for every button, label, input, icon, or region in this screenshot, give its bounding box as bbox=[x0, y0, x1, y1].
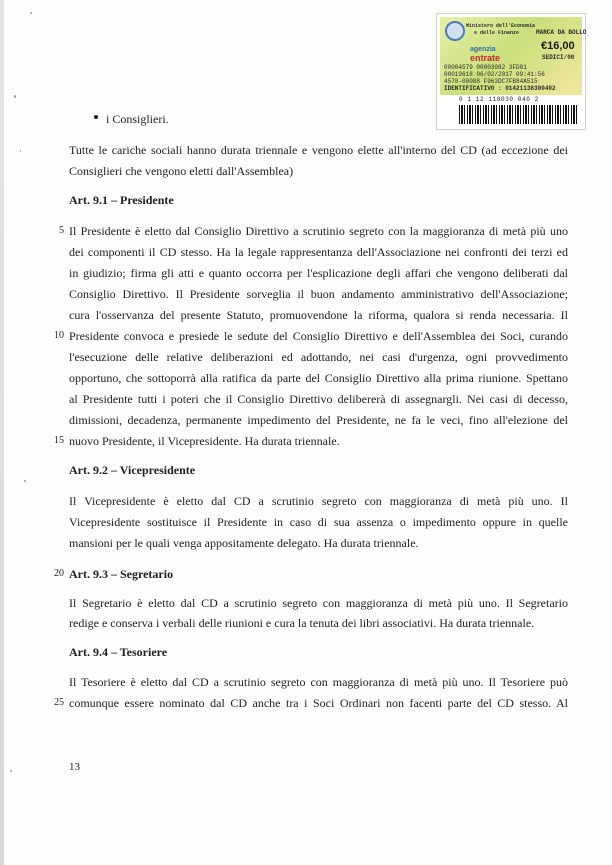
body-line: dei componenti il CD stesso. Ha la legale rappresentanza dell'Associazione nei confronti dei terzi ed bbox=[69, 245, 568, 259]
stamp-face bbox=[440, 17, 587, 95]
bullet-icon bbox=[92, 113, 100, 121]
stamp-logo-top: agenzia bbox=[470, 46, 496, 53]
section-heading-presidente: Art. 9.1 – Presidente bbox=[69, 193, 174, 207]
emblem-icon bbox=[445, 21, 465, 41]
body-line: Consiglieri che vengono eletti dall'Assemblea) bbox=[69, 164, 294, 178]
body-line: Tutte le cariche sociali hanno durata triennale e vengono elette all'interno del CD (ad eccezione dei bbox=[69, 143, 568, 157]
body-line: redige e conserva i verbali delle riunioni e cura la tenuta dei libri associativi. Ha durata triennale. bbox=[69, 616, 535, 630]
body-line: Presidente convoca e presiede le sedute del Consiglio Direttivo e dell'Assemblea dei Soci, curando bbox=[69, 329, 568, 343]
bullet-item-text: i Consiglieri. bbox=[106, 112, 169, 126]
page-number: 13 bbox=[69, 761, 80, 773]
scan-speck bbox=[24, 480, 26, 482]
body-line: Il Segretario è eletto dal CD a scrutinio segreto con maggioranza di metà più uno. Il Segretario bbox=[69, 596, 568, 610]
body-line: mansioni per le quali venga appositamente delegato. Ha durata triennale. bbox=[69, 536, 419, 550]
line-number: 25 bbox=[54, 697, 64, 708]
line-number: 10 bbox=[54, 330, 64, 341]
scan-speck bbox=[30, 12, 32, 14]
body-line: Il Tesoriere è eletto dal CD a scrutinio segreto con maggioranza di metà più uno. Il Tesoriere può bbox=[69, 675, 568, 689]
body-line: Il Vicepresidente è eletto dal CD a scrutinio segreto con maggioranza di metà più uno. Il bbox=[69, 494, 568, 508]
stamp-ministry-line2: e delle Finanze bbox=[474, 30, 520, 36]
body-line: al Presidente tutti i poteri che il Consiglio Direttivo delibererà di assegnargli. Nei casi di decesso, bbox=[69, 392, 568, 406]
body-line: dimissioni, decadenza, permanente impedimento del Presidente, ne fa le veci, fino all'elezione del bbox=[69, 413, 568, 427]
section-heading-segretario: Art. 9.3 – Segretario bbox=[69, 567, 174, 581]
stamp-row-3: 4578-00088 F963DC7FB84A515 bbox=[444, 78, 538, 85]
barcode-icon bbox=[459, 105, 579, 124]
stamp-amount-words: SEDICI/00 bbox=[542, 54, 575, 61]
stamp-row-2: 00019618 06/02/2017 09:41:56 bbox=[444, 71, 545, 78]
body-line: Vicepresidente sostituisce il Presidente in caso di sua assenza o impedimento oppure in quelle bbox=[69, 515, 568, 529]
body-line: nuovo Presidente, il Vicepresidente. Ha durata triennale. bbox=[69, 434, 340, 448]
stamp-row-1: 00004579 00003082 3FD01 bbox=[444, 64, 527, 71]
body-line: l'esecuzione delle relative deliberazioni ed adottando, nei casi d'urgenza, ogni provvedimento bbox=[69, 350, 568, 364]
stamp-amount: €16,00 bbox=[541, 40, 575, 52]
body-line: cura l'osservanza del presente Statuto, promuovendone la riforma, qualora si renda necessaria. Il bbox=[69, 308, 568, 322]
section-heading-tesoriere: Art. 9.4 – Tesoriere bbox=[69, 645, 168, 659]
body-line: comunque essere nominato dal CD anche tra i Soci Ordinari non facenti parte del CD stesso. Al bbox=[69, 696, 568, 710]
line-number: 5 bbox=[59, 225, 64, 236]
section-heading-vicepresidente: Art. 9.2 – Vicepresidente bbox=[69, 463, 196, 477]
scan-speck bbox=[14, 95, 16, 98]
body-line: opportuno, che sottoporrà alla ratifica da parte del Consiglio Direttivo alla prima riunione. Spettano bbox=[69, 371, 568, 385]
body-line: Il Presidente è eletto dal Consiglio Direttivo a scrutinio segreto con la maggioranza di metà più uno bbox=[69, 224, 568, 238]
page-edge bbox=[0, 0, 4, 865]
line-number: 20 bbox=[54, 568, 64, 579]
stamp-label: MARCA DA BOLLO bbox=[536, 29, 587, 36]
scan-speck bbox=[10, 770, 12, 772]
stamp-row-4: IDENTIFICATIVO : 01421138300402 bbox=[444, 85, 556, 92]
stamp-logo-bottom: entrate bbox=[470, 53, 501, 63]
scan-speck bbox=[20, 150, 21, 152]
body-line: in giudizio; firma gli atti e quanto occorra per l'esplicazione degli affari che vengono deliberati dal bbox=[69, 266, 568, 280]
stamp-ministry-line1: Ministero dell'Economia bbox=[466, 23, 536, 29]
body-line: Consiglio Direttivo. Il Presidente sorveglia il buon andamento amministrativo dell'Associazione; bbox=[69, 287, 568, 301]
stamp-barcode-digits: 0 1 12 118030 040 2 bbox=[459, 96, 539, 103]
line-number: 15 bbox=[54, 435, 64, 446]
revenue-stamp bbox=[436, 13, 586, 130]
